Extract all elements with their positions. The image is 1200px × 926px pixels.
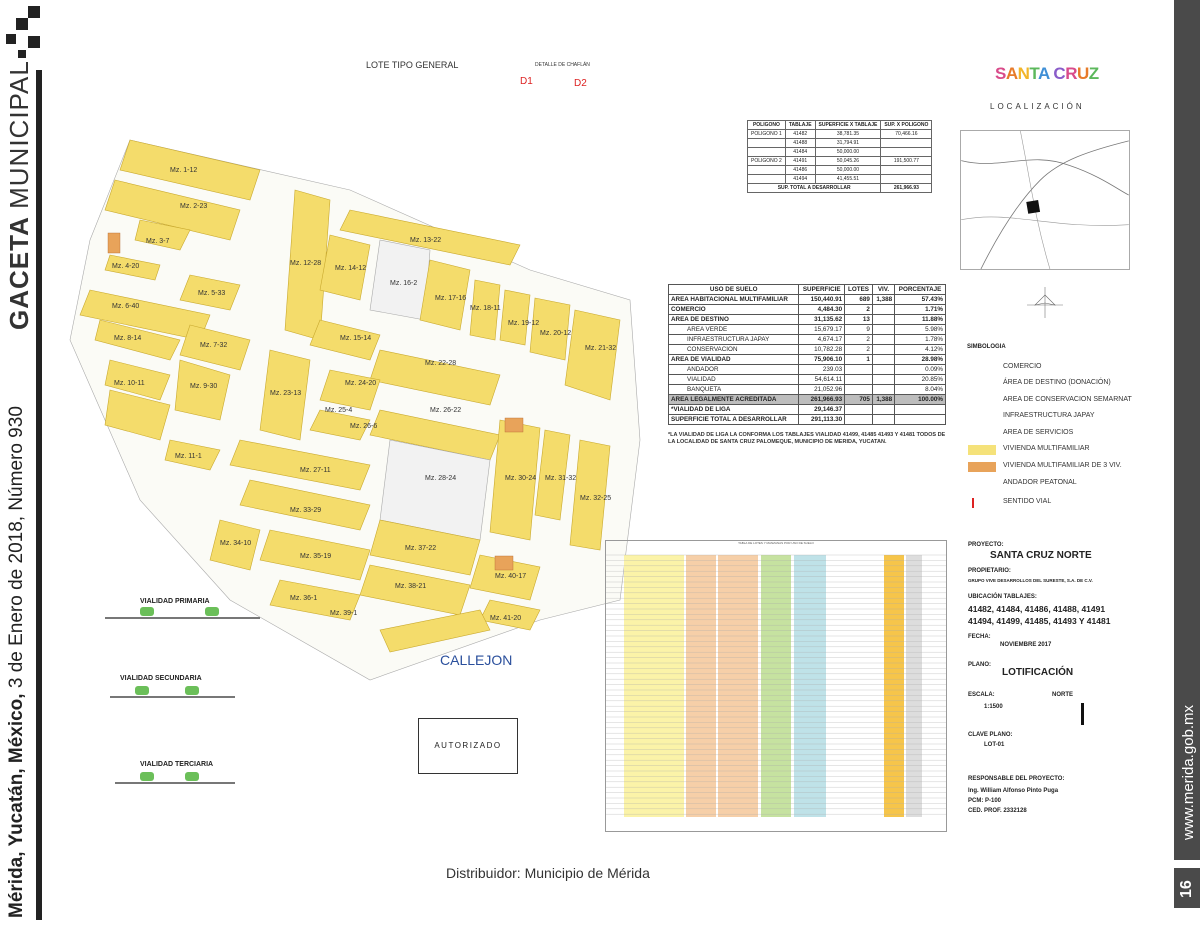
- santa-cruz-logo: SANTA CRUZ: [995, 64, 1099, 83]
- clave-value: LOT-01: [984, 742, 1005, 748]
- detalle-label: DETALLE DE CHAFLÁN: [535, 62, 590, 68]
- lote-tipo-label: LOTE TIPO GENERAL: [366, 60, 459, 70]
- block-label: Mz. 8-14: [114, 335, 142, 342]
- block-label: Mz. 22-28: [425, 360, 457, 367]
- table-row: AREA LEGALMENTE ACREDITADA 261,966.93 705 1,388 100.00%: [669, 395, 946, 405]
- legend-swatch: [968, 396, 996, 406]
- gazette-logo-icon: [6, 6, 46, 66]
- responsable-ced: CED. PROF. 2332128: [968, 808, 1027, 814]
- block-label: Mz. 2-23: [180, 203, 208, 210]
- plano-value: LOTIFICACIÓN: [1002, 667, 1074, 678]
- legend-label: VIVIENDA MULTIFAMILIAR: [1003, 445, 1090, 452]
- legend-swatch: [968, 479, 996, 489]
- legend-swatch: [968, 462, 996, 472]
- table-column-band: [624, 555, 684, 817]
- table-row: INFRAESTRUCTURA JAPAY 4,674.17 2 1.78%: [669, 335, 946, 345]
- table-row: COMERCIO 4,484.30 2 1.71%: [669, 305, 946, 315]
- block-label: Mz. 36-1: [290, 595, 318, 602]
- block-label: Mz. 21-32: [585, 345, 617, 352]
- gazette-date: Mérida, Yucatán, México, 3 de Enero de 2018, Número 930: [6, 406, 27, 918]
- clave-label: CLAVE PLANO:: [968, 732, 1013, 738]
- table-column-band: [906, 555, 922, 817]
- distributor-footer: Distribuidor: Municipio de Mérida: [446, 865, 650, 881]
- block-label: Mz. 4-20: [112, 263, 140, 270]
- legend-swatch: [968, 379, 996, 389]
- block-label: Mz. 1-12: [170, 167, 198, 174]
- block-label: Mz. 41-20: [490, 615, 522, 622]
- block-label: Mz. 16-2: [390, 280, 418, 287]
- vialidad-terciaria: VIALIDAD TERCIARIA: [110, 758, 240, 803]
- gazette-divider: [36, 70, 42, 920]
- ubicacion-value-2: 41494, 41499, 41485, 41493 Y 41481: [968, 616, 1111, 626]
- table-row: AREA HABITACIONAL MULTIFAMILIAR 150,440.91 689 1,388 57.43%: [669, 295, 946, 305]
- location-map: [960, 130, 1130, 270]
- location-title: LOCALIZACIÓN: [990, 102, 1085, 111]
- table-row: ANDADOR 239.03 0.09%: [669, 365, 946, 375]
- detail-d2: D2: [574, 78, 587, 89]
- legend-label: VIVIENDA MULTIFAMILIAR DE 3 VIV.: [1003, 462, 1122, 469]
- block-label: Mz. 9-30: [190, 383, 218, 390]
- ubicacion-label: UBICACIÓN TABLAJES:: [968, 594, 1037, 600]
- block-label: Mz. 7-32: [200, 342, 228, 349]
- north-arrow-icon: [1025, 285, 1065, 320]
- gazette-title: GACETA MUNICIPAL: [4, 60, 34, 330]
- table-row: POLIGONO 1 41482 38,781.35 70,466.16: [748, 130, 932, 139]
- responsable-pcm: PCM: P-100: [968, 798, 1002, 804]
- legend-label: ANDADOR PEATONAL: [1003, 479, 1077, 486]
- norte-label: NORTE: [1052, 692, 1073, 698]
- block-label: Mz. 25-4: [325, 407, 353, 414]
- table-row: CONSERVACION 10,782.28 2 4.12%: [669, 345, 946, 355]
- escala-label: ESCALA:: [968, 692, 995, 698]
- legend-swatch: [972, 498, 982, 508]
- propietario-value: GRUPO VIVE DESARROLLOS DEL SURESTE, S.A. DE C.V.: [968, 578, 1093, 583]
- table-row: SUP. TOTAL A DESARROLLAR 261,966.93: [748, 184, 932, 193]
- legend-label: AREA DE CONSERVACION SEMARNAT: [1003, 396, 1132, 403]
- table-row: POLIGONO 2 41491 50,045.26 191,500.77: [748, 157, 932, 166]
- responsable-name: Ing. William Alfonso Pinto Puga: [968, 788, 1059, 794]
- table-row: 41494 41,455.51: [748, 175, 932, 184]
- polygon-table: POLIGONO TABLAJE SUPERFICIE X TABLAJE SUP. X POLIGONO POLIGONO 1 41482 38,781.35 70,466.16 41488 31,794.91 41484 50,000.00 POLIGONO 2 41491 50,045.26 191,500.77 41486 50,000.00 41494 41,455.51 SUP. TOTAL A DESARROLLAR 261,966.93: [747, 120, 932, 193]
- block-label: Mz. 32-25: [580, 495, 612, 502]
- table-column-band: [794, 555, 826, 817]
- block-label: Mz. 26-6: [350, 423, 378, 430]
- block-label: Mz. 37-22: [405, 545, 437, 552]
- table-column-band: [761, 555, 791, 817]
- table-column-band: [924, 555, 946, 817]
- block-label: Mz. 38-21: [395, 583, 427, 590]
- block-label: Mz. 26-22: [430, 407, 462, 414]
- north-bar-icon: [1081, 703, 1084, 725]
- block-label: Mz. 24-20: [345, 380, 377, 387]
- legend-title: SIMBOLOGIA: [967, 344, 1006, 350]
- block-label: Mz. 31-32: [545, 475, 577, 482]
- gazette-sidebar: [0, 0, 46, 926]
- table-column-band: [686, 555, 716, 817]
- table-row: *VIALIDAD DE LIGA 29,146.37: [669, 405, 946, 415]
- block-label: Mz. 20-12: [540, 330, 572, 337]
- ubicacion-value-1: 41482, 41484, 41486, 41488, 41491: [968, 604, 1106, 614]
- page-number: 16: [1174, 868, 1200, 908]
- site-url[interactable]: [1180, 824, 1197, 840]
- authorization-stamp: AUTORIZADO: [418, 718, 518, 774]
- legend-swatch: [968, 412, 996, 422]
- vialidad-secundaria: VIALIDAD SECUNDARIA: [105, 672, 240, 717]
- legend-label: ÁREA DE DESTINO (DONACIÓN): [1003, 379, 1111, 386]
- block-label: Mz. 40-17: [495, 573, 527, 580]
- block-label: Mz. 18-11: [470, 305, 501, 312]
- lot-table: TABLA DE LOTES Y MANZANAS POR USO DE SUELO: [605, 540, 947, 832]
- block-label: Mz. 11-1: [175, 453, 202, 460]
- escala-value: 1:1500: [984, 704, 1003, 710]
- proyecto-label: PROYECTO:: [968, 542, 1004, 548]
- block-label: Mz. 3-7: [146, 238, 170, 245]
- fecha-label: FECHA:: [968, 634, 991, 640]
- table-row: 41488 31,794.91: [748, 139, 932, 148]
- table-row: AREA DE DESTINO 31,135.62 13 11.88%: [669, 315, 946, 325]
- propietario-label: PROPIETARIO:: [968, 568, 1011, 574]
- table-column-band: [718, 555, 758, 817]
- table-column-band: [860, 555, 882, 817]
- block-label: Mz. 5-33: [198, 290, 226, 297]
- table-column-band: [884, 555, 904, 817]
- block-label: Mz. 39-1: [330, 610, 358, 617]
- block-label: Mz. 6-40: [112, 303, 140, 310]
- table-column-band: [829, 555, 857, 817]
- responsable-label: RESPONSABLE DEL PROYECTO:: [968, 776, 1065, 782]
- block-label: Mz. 13-22: [410, 237, 442, 244]
- legend-swatch: [968, 445, 996, 455]
- block-label: Mz. 33-29: [290, 507, 322, 514]
- table-row: AREA DE VIALIDAD 75,906.10 1 28.98%: [669, 355, 946, 365]
- detail-d1: D1: [520, 76, 533, 87]
- block-label: Mz. 17-16: [435, 295, 467, 302]
- legend-swatch: [968, 429, 996, 439]
- table-row: 41486 50,000.00: [748, 166, 932, 175]
- vialidad-primaria: VIALIDAD PRIMARIA: [95, 595, 270, 640]
- legend-label: AREA DE SERVICIOS: [1003, 429, 1074, 436]
- plano-label: PLANO:: [968, 662, 991, 668]
- block-label: Mz. 34-10: [220, 540, 252, 547]
- right-sidebar: [1174, 0, 1200, 926]
- legend-label: INFRAESTRUCTURA JAPAY: [1003, 412, 1095, 419]
- block-label: Mz. 28-24: [425, 475, 457, 482]
- table-row: AREA VERDE 15,679.17 9 5.98%: [669, 325, 946, 335]
- block-label: Mz. 27-11: [300, 467, 331, 474]
- proyecto-value: SANTA CRUZ NORTE: [990, 550, 1092, 561]
- fecha-value: NOVIEMBRE 2017: [1000, 642, 1052, 648]
- block-label: Mz. 10-11: [114, 380, 145, 387]
- table-row: VIALIDAD 54,614.11 20.85%: [669, 375, 946, 385]
- legend-label: COMERCIO: [1003, 363, 1042, 370]
- land-use-table: USO DE SUELO SUPERFICIE LOTES VIV. PORCENTAJE AREA HABITACIONAL MULTIFAMILIAR 150,440.91 689 1,388 57.43% COMERCIO 4,484.30 2 1.71% AREA DE DESTINO 31,135.62 13 11.88% AREA VERDE 15,679.17 9 5.98% INFRAESTRUCTURA JAPAY 4,674.17 2 1.78% CONSERVACION 10,782.28 2 4.12% AREA DE VIALIDAD 75,906.10 1 28.98% ANDADOR 239.03 0.09% VIALIDAD 54,614.11 20.85% BANQUETA 21,052.96 8.04% AREA LEGALMENTE ACREDITADA 261,966.93 705 1,388 100.00% *VIALIDAD DE LIGA 29,146.37 SUPERFICIE TOTAL A DESARROLLAR 291,113.30: [668, 284, 946, 425]
- table-row: SUPERFICIE TOTAL A DESARROLLAR 291,113.30: [669, 415, 946, 425]
- block-label: Mz. 14-12: [335, 265, 367, 272]
- legend-swatch: [968, 363, 996, 373]
- callejon-label: CALLEJON: [440, 652, 513, 668]
- table-row: 41484 50,000.00: [748, 148, 932, 157]
- block-label: Mz. 23-13: [270, 390, 302, 397]
- table-row: BANQUETA 21,052.96 8.04%: [669, 385, 946, 395]
- block-label: Mz. 35-19: [300, 553, 332, 560]
- block-label: Mz. 12-28: [290, 260, 322, 267]
- legend-label: SENTIDO VIAL: [1003, 498, 1052, 505]
- land-use-note: *LA VIALIDAD DE LIGA LA CONFORMA LOS TABLAJES VIALIDAD 41499, 41485 41493 Y 41481 TODOS DE LA LOCALIDAD DE SANTA CRUZ PALOMEQUE, MUNICIPIO DE MERIDA, YUCATAN.: [668, 432, 946, 445]
- block-label: Mz. 30-24: [505, 475, 537, 482]
- block-label: Mz. 15-14: [340, 335, 372, 342]
- block-label: Mz. 19-12: [508, 320, 540, 327]
